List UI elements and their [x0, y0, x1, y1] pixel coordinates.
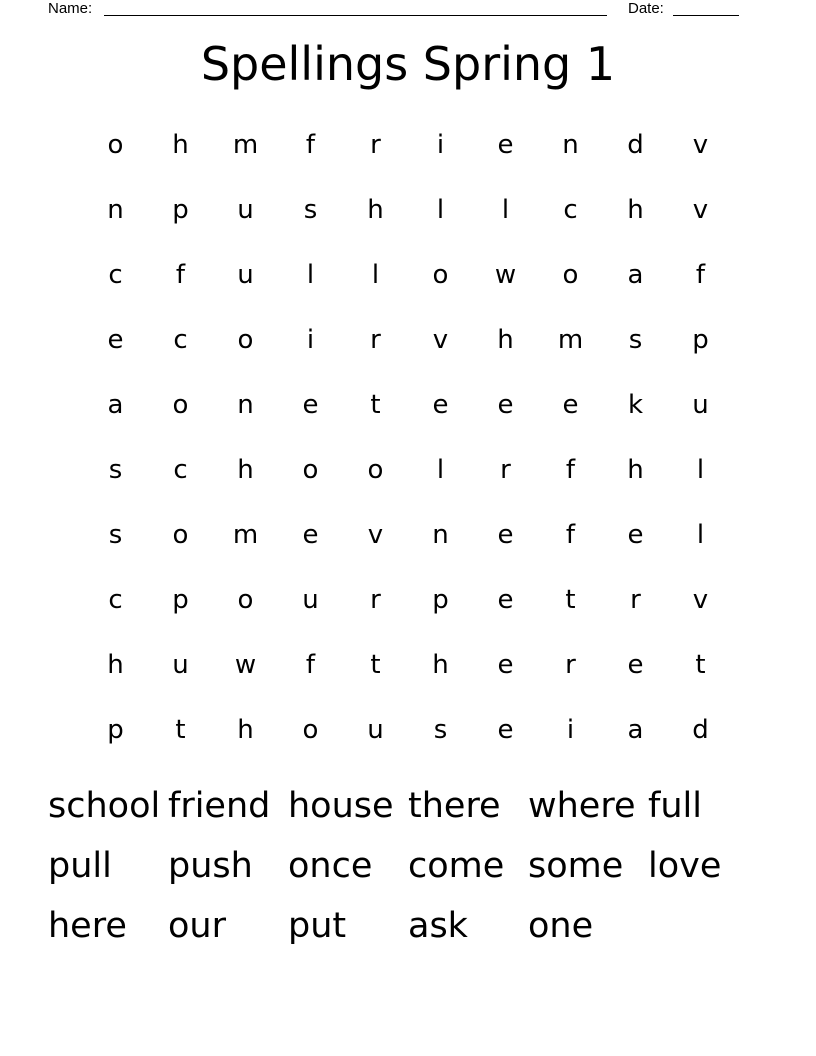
grid-letter: l [696, 454, 705, 485]
word-list-item: once [288, 846, 373, 886]
grid-letter: s [108, 519, 123, 550]
page-title: Spellings Spring 1 [200, 37, 616, 91]
grid-letter: p [172, 584, 189, 615]
word-list-item: full [648, 786, 702, 826]
grid-letter: o [562, 259, 579, 290]
grid-letter: s [433, 714, 448, 745]
word-list-item: pull [48, 846, 112, 886]
grid-letter: h [497, 324, 514, 355]
grid-letter: v [432, 324, 449, 355]
grid-letter: e [562, 389, 579, 420]
grid-letter: m [557, 324, 584, 355]
grid-letter: c [563, 194, 578, 225]
grid-letter: h [627, 194, 644, 225]
grid-letter: h [107, 649, 124, 680]
date-field-line [673, 15, 739, 16]
grid-letter: h [172, 129, 189, 160]
grid-letter: o [172, 519, 189, 550]
grid-letter: m [232, 129, 259, 160]
word-list-item: friend [168, 786, 271, 826]
grid-letter: h [432, 649, 449, 680]
grid-letter: t [370, 389, 381, 420]
grid-letter: e [627, 519, 644, 550]
grid-letter: f [565, 519, 576, 550]
word-list-item: some [528, 846, 624, 886]
grid-letter: e [627, 649, 644, 680]
grid-letter: u [237, 259, 254, 290]
grid-letter: o [302, 454, 319, 485]
grid-letter: h [627, 454, 644, 485]
grid-letter: l [436, 454, 445, 485]
grid-letter: u [367, 714, 384, 745]
grid-letter: d [692, 714, 709, 745]
grid-letter: d [627, 129, 644, 160]
grid-letter: o [237, 584, 254, 615]
grid-letter: r [370, 584, 381, 615]
grid-letter: t [695, 649, 706, 680]
grid-letter: l [501, 194, 510, 225]
word-list-item: our [168, 906, 226, 946]
word-list [48, 776, 768, 956]
word-list-item: where [528, 786, 636, 826]
grid-letter: r [630, 584, 641, 615]
grid-letter: o [172, 389, 189, 420]
grid-letter: u [692, 389, 709, 420]
grid-letter: e [497, 649, 514, 680]
grid-letter: o [107, 129, 124, 160]
grid-letter: e [432, 389, 449, 420]
grid-letter: n [432, 519, 449, 550]
grid-letter: r [370, 324, 381, 355]
grid-letter: w [494, 259, 517, 290]
grid-letter: e [497, 129, 514, 160]
name-field-line [104, 15, 607, 16]
grid-letter: e [497, 389, 514, 420]
grid-letter: s [108, 454, 123, 485]
word-list-item: love [648, 846, 722, 886]
grid-letter: i [566, 714, 575, 745]
word-list-item: school [48, 786, 161, 826]
grid-letter: a [627, 259, 644, 290]
grid-letter: e [497, 714, 514, 745]
grid-letter: v [692, 129, 709, 160]
grid-letter: v [367, 519, 384, 550]
word-list-item: one [528, 906, 594, 946]
grid-letter: l [696, 519, 705, 550]
grid-letter: t [175, 714, 186, 745]
grid-letter: o [367, 454, 384, 485]
word-search-grid [83, 112, 733, 762]
grid-letter: h [367, 194, 384, 225]
grid-letter: f [305, 129, 316, 160]
word-list-item: put [288, 906, 347, 946]
grid-letter: n [107, 194, 124, 225]
grid-letter: f [565, 454, 576, 485]
grid-letter: n [237, 389, 254, 420]
grid-letter: a [107, 389, 124, 420]
grid-letter: e [497, 519, 514, 550]
grid-letter: h [237, 714, 254, 745]
grid-letter: o [302, 714, 319, 745]
grid-letter: u [172, 649, 189, 680]
grid-letter: k [627, 389, 644, 420]
header-row [48, 0, 748, 20]
word-list-item: there [408, 786, 501, 826]
grid-letter: i [306, 324, 315, 355]
word-list-item: ask [408, 906, 468, 946]
grid-letter: u [302, 584, 319, 615]
grid-letter: c [173, 454, 188, 485]
grid-letter: v [692, 194, 709, 225]
grid-letter: e [497, 584, 514, 615]
grid-letter: p [432, 584, 449, 615]
grid-letter: a [627, 714, 644, 745]
grid-letter: l [436, 194, 445, 225]
grid-letter: e [302, 389, 319, 420]
grid-letter: l [306, 259, 315, 290]
word-list-item: here [48, 906, 127, 946]
grid-letter: m [232, 519, 259, 550]
name-label: Name: [48, 0, 93, 17]
grid-letter: h [237, 454, 254, 485]
grid-letter: r [370, 129, 381, 160]
date-label: Date: [628, 0, 664, 17]
grid-letter: s [303, 194, 318, 225]
grid-letter: f [175, 259, 186, 290]
grid-letter: n [562, 129, 579, 160]
grid-letter: i [436, 129, 445, 160]
grid-letter: u [237, 194, 254, 225]
grid-letter: p [172, 194, 189, 225]
grid-letter: v [692, 584, 709, 615]
grid-letter: s [628, 324, 643, 355]
grid-letter: e [302, 519, 319, 550]
grid-letter: r [565, 649, 576, 680]
grid-letter: c [108, 259, 123, 290]
grid-letter: p [107, 714, 124, 745]
grid-letter: w [234, 649, 257, 680]
grid-letter: f [695, 259, 706, 290]
grid-letter: t [370, 649, 381, 680]
word-list-item: push [168, 846, 253, 886]
grid-letter: t [565, 584, 576, 615]
grid-letter: p [692, 324, 709, 355]
word-list-item: come [408, 846, 505, 886]
word-list-item: house [288, 786, 394, 826]
grid-letter: e [107, 324, 124, 355]
grid-letter: l [371, 259, 380, 290]
grid-letter: c [173, 324, 188, 355]
grid-letter: c [108, 584, 123, 615]
grid-letter: o [432, 259, 449, 290]
grid-letter: r [500, 454, 511, 485]
grid-letter: o [237, 324, 254, 355]
grid-letter: f [305, 649, 316, 680]
